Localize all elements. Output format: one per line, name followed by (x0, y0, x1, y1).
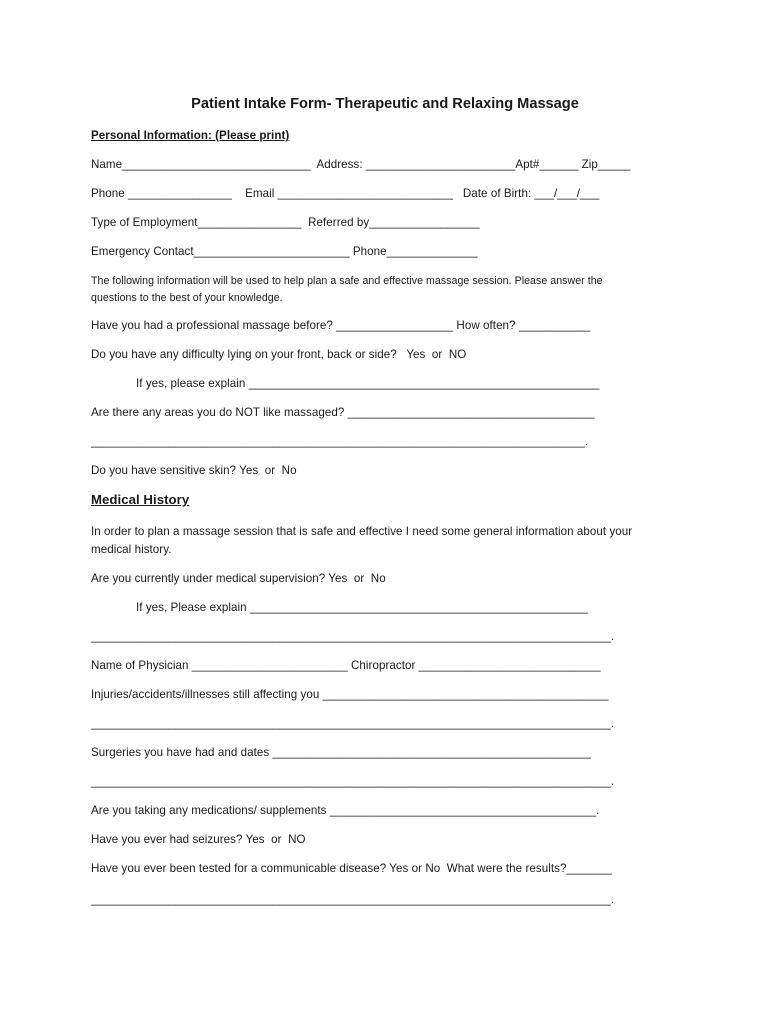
sensitive-skin-question[interactable]: Do you have sensitive skin? Yes or No (91, 464, 297, 477)
emergency-contact-line[interactable]: Emergency Contact________________________ Phone______________ (91, 245, 478, 258)
medical-intro-line-2: medical history. (91, 543, 172, 556)
lying-difficulty-question[interactable]: Do you have any difficulty lying on your front, back or side? Yes or NO (91, 348, 467, 361)
physician-chiropractor-line[interactable]: Name of Physician ________________________ Chiropractor ____________________________ (91, 659, 601, 672)
name-address-line[interactable]: Name_____________________________ Address: _______________________Apt#______ Zip_____ (91, 158, 631, 171)
medical-supervision-continuation-line[interactable]: ________________________________________________________________________________. (91, 630, 615, 643)
intro-text-line-2: questions to the best of your knowledge. (91, 292, 283, 304)
seizures-question[interactable]: Have you ever had seizures? Yes or NO (91, 833, 306, 846)
injuries-continuation-line[interactable]: ________________________________________________________________________________. (91, 717, 615, 730)
medical-intro-line-1: In order to plan a massage session that is safe and effective I need some general information about your (91, 525, 633, 538)
surgeries-question[interactable]: Surgeries you have had and dates _________________________________________________ (91, 746, 591, 759)
medical-supervision-explain[interactable]: If yes, Please explain ____________________________________________________ (136, 601, 588, 614)
medications-question[interactable]: Are you taking any medications/ supplements _________________________________________. (91, 804, 600, 817)
injuries-question[interactable]: Injuries/accidents/illnesses still affecting you ____________________________________________ (91, 688, 609, 701)
form-title: Patient Intake Form- Therapeutic and Relaxing Massage (191, 96, 579, 112)
intro-text-line-1: The following information will be used to help plan a safe and effective massage session. Please answer the (91, 275, 603, 287)
personal-info-heading: Personal Information: (Please print) (91, 129, 290, 142)
prior-massage-question[interactable]: Have you had a professional massage before? __________________ How often? ___________ (91, 319, 591, 332)
avoid-areas-question[interactable]: Are there any areas you do NOT like massaged? ______________________________________ (91, 406, 595, 419)
communicable-disease-continuation-line[interactable]: ________________________________________________________________________________. (91, 893, 615, 906)
medical-history-heading: Medical History (91, 492, 190, 507)
avoid-areas-continuation-line[interactable]: ____________________________________________________________________________. (91, 435, 589, 448)
lying-difficulty-explain[interactable]: If yes, please explain ______________________________________________________ (136, 377, 600, 390)
phone-email-dob-line[interactable]: Phone ________________ Email ___________________________ Date of Birth: ___/___/___ (91, 187, 600, 200)
communicable-disease-question[interactable]: Have you ever been tested for a communicable disease? Yes or No What were the results?_______ (91, 862, 612, 875)
employment-referral-line[interactable]: Type of Employment________________ Referred by_________________ (91, 216, 480, 229)
surgeries-continuation-line[interactable]: ________________________________________________________________________________. (91, 775, 615, 788)
medical-supervision-question[interactable]: Are you currently under medical supervision? Yes or No (91, 572, 386, 585)
